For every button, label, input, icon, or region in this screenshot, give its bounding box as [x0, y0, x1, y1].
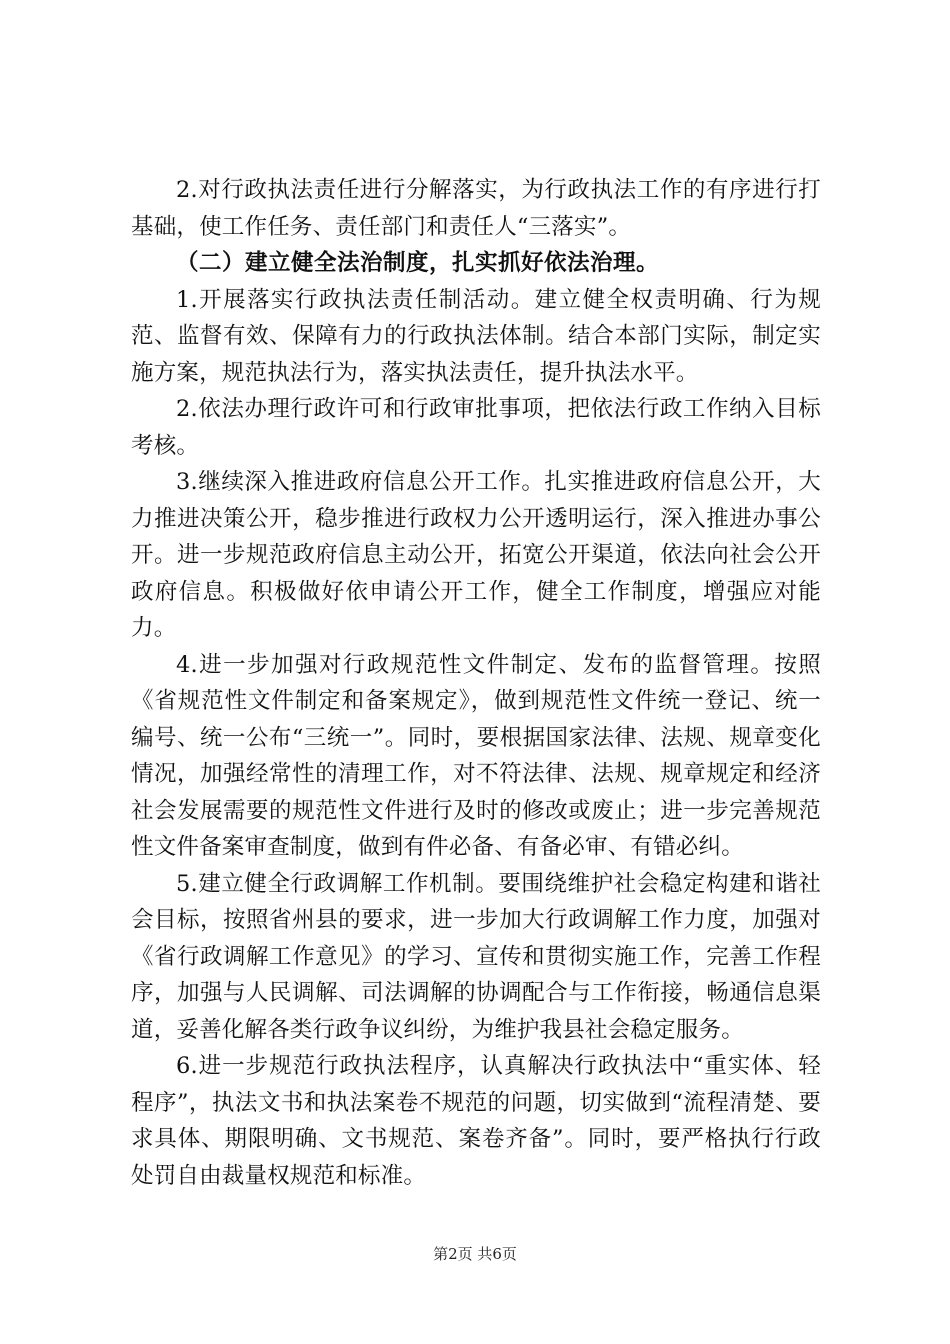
- paragraph-item-6-procedure: 6.进一步规范行政执法程序，认真解决行政执法中“重实体、轻程序”，执法文书和执法案卷不规范的问题，切实做到“流程清楚、要求具体、期限明确、文书规范、案卷齐备”。同时，要严格执行行政处罚自由裁量权规范和标准。: [131, 1053, 821, 1189]
- document-body: [131, 172, 821, 1194]
- paragraph-item-5-mediation: 5.建立健全行政调解工作机制。要围绕维护社会稳定构建和谐社会目标，按照省州县的要求，进一步加大行政调解工作力度，加强对《省行政调解工作意见》的学习、宣传和贯彻实施工作，完善工作程序，加强与人民调解、司法调解的协调配合与工作衔接，畅通信息渠道，妥善化解各类行政争议纠纷，为维护我县社会稳定服务。: [131, 870, 821, 1043]
- paragraph-item-2-licensing: 2.依法办理行政许可和行政审批事项，把依法行政工作纳入目标考核。: [131, 396, 821, 459]
- section-heading-legal-system: （二）建立健全法治制度，扎实抓好依法治理。: [176, 250, 660, 276]
- paragraph-item-3-info-disclosure: 3.继续深入推进政府信息公开工作。扎实推进政府信息公开，大力推进决策公开，稳步推进行政权力公开透明运行，深入推进办事公开。进一步规范政府信息主动公开，拓宽公开渠道，依法向社会公开政府信息。积极做好依申请公开工作，健全工作制度，增强应对能力。: [131, 469, 821, 641]
- paragraph-item-1-responsibility: 1.开展落实行政执法责任制活动。建立健全权责明确、行为规范、监督有效、保障有力的行政执法体制。结合本部门实际，制定实施方案，规范执法行为，落实执法责任，提升执法水平。: [131, 286, 821, 386]
- paragraph-item-4-normative-docs: 4.进一步加强对行政规范性文件制定、发布的监督管理。按照《省规范性文件制定和备案规定》，做到规范性文件统一登记、统一编号、统一公布“三统一”。同时，要根据国家法律、法规、规章变化情况，加强经常性的清理工作，对不符法律、法规、规章规定和经济社会发展需要的规范性文件进行及时的修改或废止；进一步完善规范性文件备案审查制度，做到有件必备、有备必审、有错必纠。: [131, 651, 821, 860]
- paragraph-item-2-task-breakdown: 2.对行政执法责任进行分解落实，为行政执法工作的有序进行打基础，使工作任务、责任部门和责任人“三落实”。: [131, 177, 821, 240]
- page-number-footer: 第2页 共6页: [433, 1245, 517, 1263]
